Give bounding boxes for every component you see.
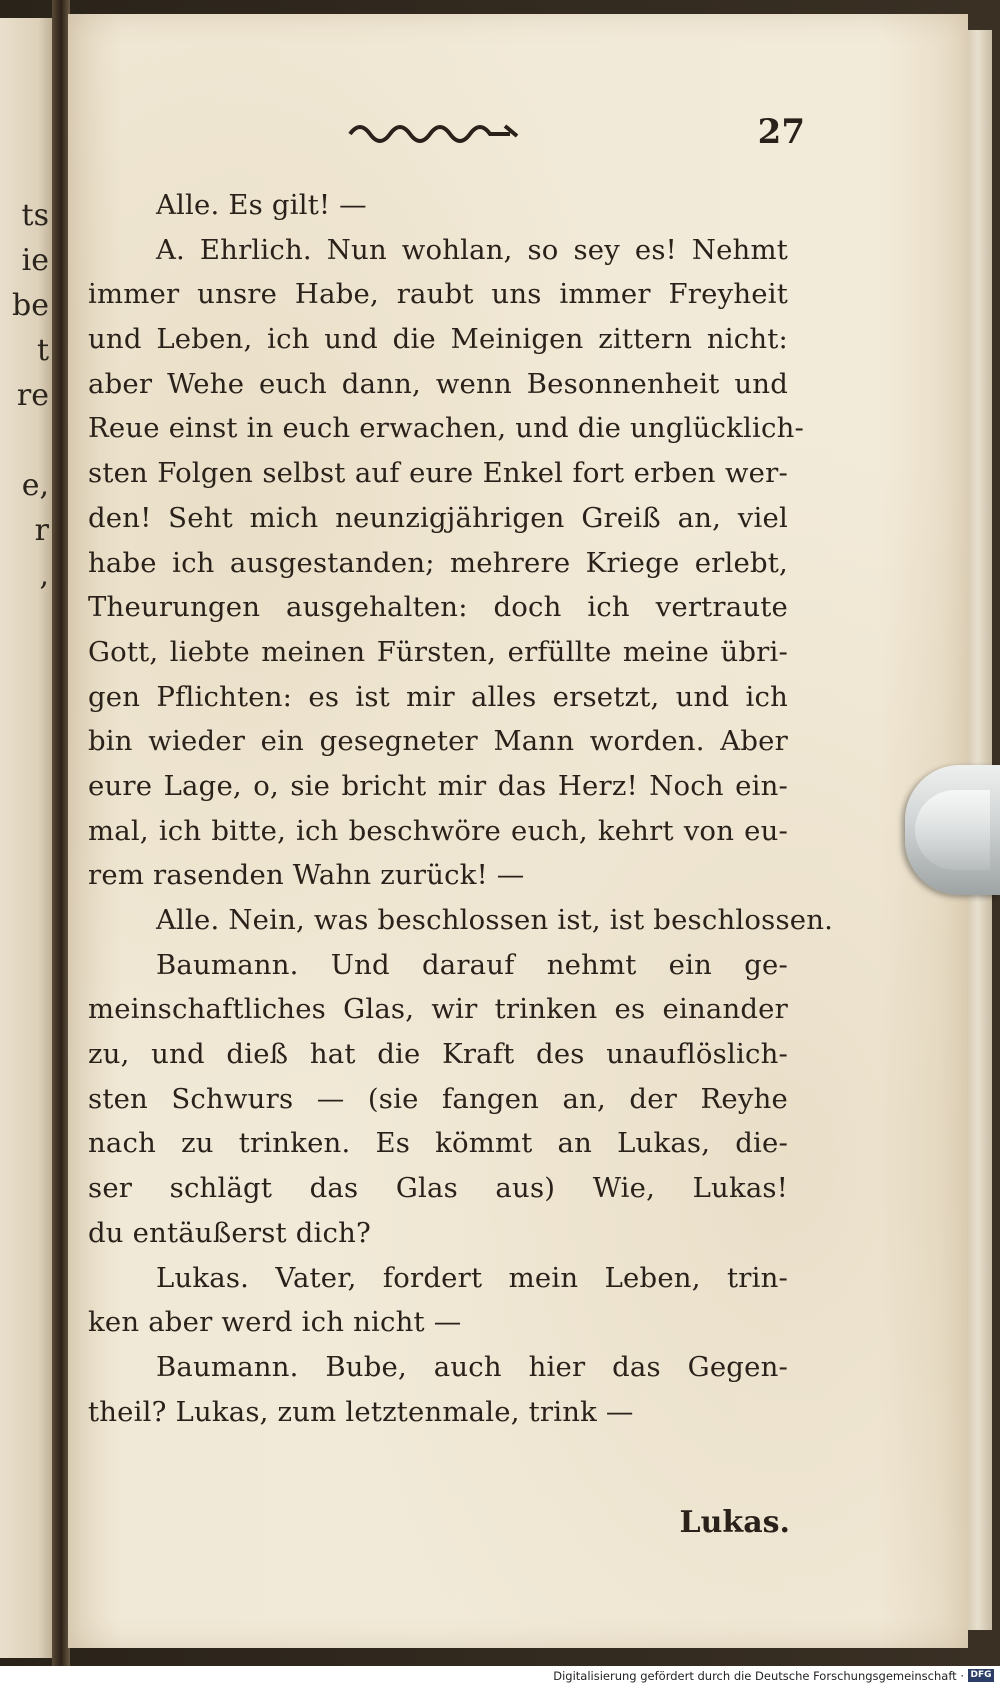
facing-page-fragment-text: [0, 688, 55, 733]
text-line: eure Lage, o, sie bricht mir das Herz! Noch ein-: [88, 769, 788, 802]
text-line: bin wieder ein gesegneter Mann worden. Aber: [88, 725, 788, 758]
facing-page-fragment-text: ,: [39, 558, 49, 593]
page-clip-highlight: [915, 790, 990, 870]
text-line: du entäußerst dich?: [88, 1216, 371, 1249]
facing-page-fragment-text: e,: [21, 468, 49, 503]
text-line: habe ich ausgestanden; mehrere Kriege erlebt,: [88, 546, 788, 579]
text-line: theil? Lukas, zum letztenmale, trink —: [88, 1395, 634, 1428]
text-line: Baumann. Bube, auch hier das Gegen-: [156, 1350, 788, 1383]
text-line: und Leben, ich und die Meinigen zittern nicht:: [88, 323, 788, 356]
text-line: sten Schwurs — (sie fangen an, der Reyhe: [88, 1082, 788, 1115]
text-line: Lukas. Vater, fordert mein Leben, trin-: [156, 1261, 788, 1294]
facing-page-fragment-text: [0, 643, 55, 688]
dfg-logo: DFG: [968, 1669, 994, 1682]
facing-page-fragment-text: ts: [21, 198, 49, 233]
text-line: sten Folgen selbst auf eure Enkel fort erben wer-: [88, 457, 788, 490]
text-line: den! Seht mich neunzigjährigen Greiß an, viel: [88, 501, 788, 534]
facing-page-fragment-text: [0, 733, 55, 778]
text-line: Alle. Es gilt! —: [156, 189, 367, 221]
header-ornament: [345, 112, 525, 152]
text-line: rem rasenden Wahn zurück! —: [88, 859, 525, 892]
footer-credit: Digitalisierung gefördert durch die Deutsche Forschungsgemeinschaft ·: [553, 1669, 964, 1683]
facing-page-fragment-text: t: [36, 333, 49, 368]
facing-page-fragment-text: ie: [21, 243, 49, 278]
text-line: ken aber werd ich nicht —: [88, 1306, 462, 1339]
text-line: gen Pflichten: es ist mir alles ersetzt, und ich: [88, 680, 788, 713]
text-line: A. Ehrlich. Nun wohlan, so sey es! Nehmt: [156, 233, 788, 266]
text-line: meinschaftliches Glas, wir trinken es einander: [88, 993, 788, 1026]
text-line: Baumann. Und darauf nehmt ein ge-: [156, 948, 788, 981]
page-number: 27: [757, 112, 805, 152]
text-line: zu, und dieß hat die Kraft des unauflöslich-: [88, 1038, 788, 1071]
facing-page-fragment-text: [0, 598, 55, 643]
catchword: Lukas.: [679, 1505, 790, 1540]
facing-page-fragment-text: [0, 418, 55, 463]
text-line: Alle. Nein, was beschlossen ist, ist beschlossen.: [156, 904, 834, 936]
text-line: Theurungen ausgehalten: doch ich vertraute: [88, 591, 788, 624]
facing-page-fragment: [0, 18, 55, 1658]
text-line: Gott, liebte meinen Fürsten, erfüllte meine übri-: [88, 635, 788, 668]
facing-page-fragment-text: [0, 778, 55, 823]
text-line: Reue einst in euch erwachen, und die unglücklich-: [88, 412, 804, 445]
text-line: immer unsre Habe, raubt uns immer Freyheit: [88, 278, 788, 311]
facing-page-text: [0, 193, 55, 823]
text-line: mal, ich bitte, ich beschwöre euch, kehrt von eu-: [88, 814, 788, 847]
facing-page-fragment-text: r: [34, 513, 49, 548]
facing-page-fragment-text: be: [12, 288, 49, 323]
page-text: [88, 183, 834, 1434]
text-line: aber Wehe euch dann, wenn Besonnenheit und: [88, 367, 788, 400]
facing-page-fragment-text: re: [16, 378, 49, 413]
text-line: nach zu trinken. Es kömmt an Lukas, die-: [88, 1127, 788, 1160]
text-line: ser schlägt das Glas aus) Wie, Lukas!: [88, 1172, 788, 1205]
